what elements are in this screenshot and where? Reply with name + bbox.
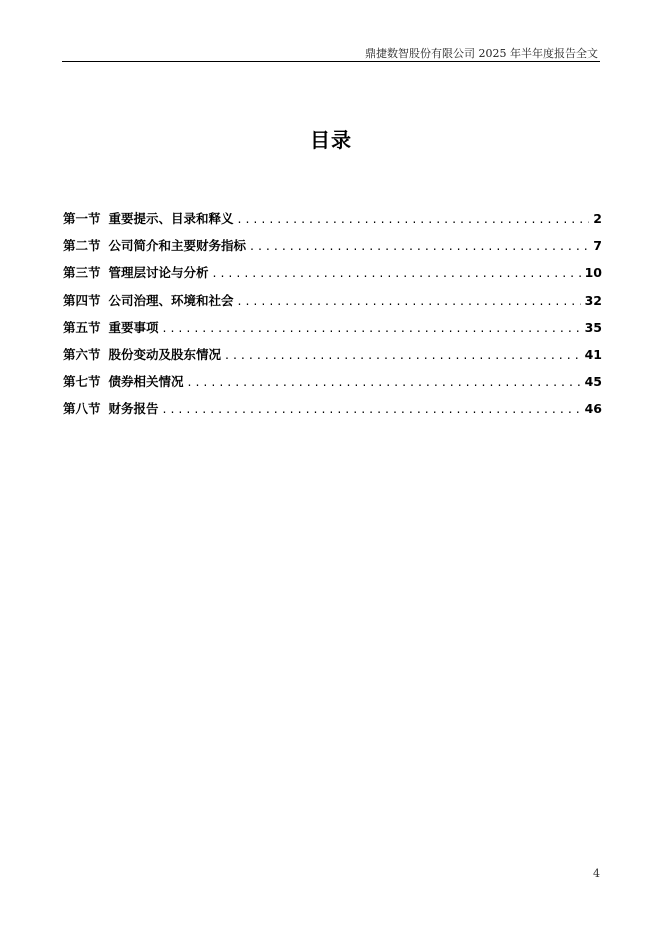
running-header: 鼎捷数智股份有限公司 2025 年半年度报告全文	[365, 47, 598, 60]
toc-dot-leader	[188, 374, 581, 389]
toc-dot-leader	[250, 238, 589, 253]
toc-section-number: 第七节	[63, 374, 101, 390]
toc-section-number: 第八节	[63, 401, 101, 417]
toc-page-number: 41	[584, 346, 602, 362]
toc-section-title: 管理层讨论与分析	[108, 265, 209, 281]
toc-entry[interactable]	[63, 209, 602, 236]
toc-page-number: 2	[593, 211, 602, 226]
toc-list	[63, 209, 602, 427]
toc-section-number: 第一节	[63, 211, 101, 226]
header-divider	[62, 61, 600, 62]
toc-title: 目录	[310, 128, 352, 152]
toc-entry[interactable]	[63, 345, 602, 372]
toc-entry[interactable]	[63, 236, 602, 263]
toc-section-title: 财务报告	[108, 401, 159, 417]
toc-dot-leader	[163, 401, 581, 416]
toc-dot-leader	[213, 265, 581, 280]
toc-section-number: 第四节	[63, 292, 101, 308]
toc-section-title: 重要事项	[108, 319, 159, 335]
toc-page-number: 35	[584, 319, 602, 335]
toc-section-title: 公司治理、环境和社会	[108, 292, 234, 308]
toc-page-number: 10	[584, 265, 602, 281]
toc-section-number: 第三节	[63, 265, 101, 281]
toc-dot-leader	[225, 347, 581, 362]
footer-page-number: 4	[593, 867, 600, 880]
toc-entry[interactable]	[63, 318, 602, 345]
toc-section-title: 公司简介和主要财务指标	[108, 238, 247, 254]
toc-entry[interactable]	[63, 263, 602, 290]
toc-section-number: 第六节	[63, 346, 101, 362]
toc-page-number: 7	[593, 238, 602, 254]
toc-entry[interactable]	[63, 291, 602, 318]
toc-page-number: 45	[584, 374, 602, 390]
toc-entry[interactable]	[63, 399, 602, 426]
toc-dot-leader	[163, 320, 581, 335]
toc-entry[interactable]	[63, 372, 602, 399]
toc-section-number: 第二节	[63, 238, 101, 254]
toc-dot-leader	[238, 293, 581, 308]
toc-dot-leader	[238, 211, 590, 226]
toc-page-number: 46	[584, 401, 602, 417]
toc-section-title: 股份变动及股东情况	[108, 346, 222, 362]
toc-section-title: 重要提示、目录和释义	[108, 211, 234, 226]
toc-page-number: 32	[584, 292, 602, 308]
toc-section-title: 债券相关情况	[108, 374, 184, 390]
toc-section-number: 第五节	[63, 319, 101, 335]
